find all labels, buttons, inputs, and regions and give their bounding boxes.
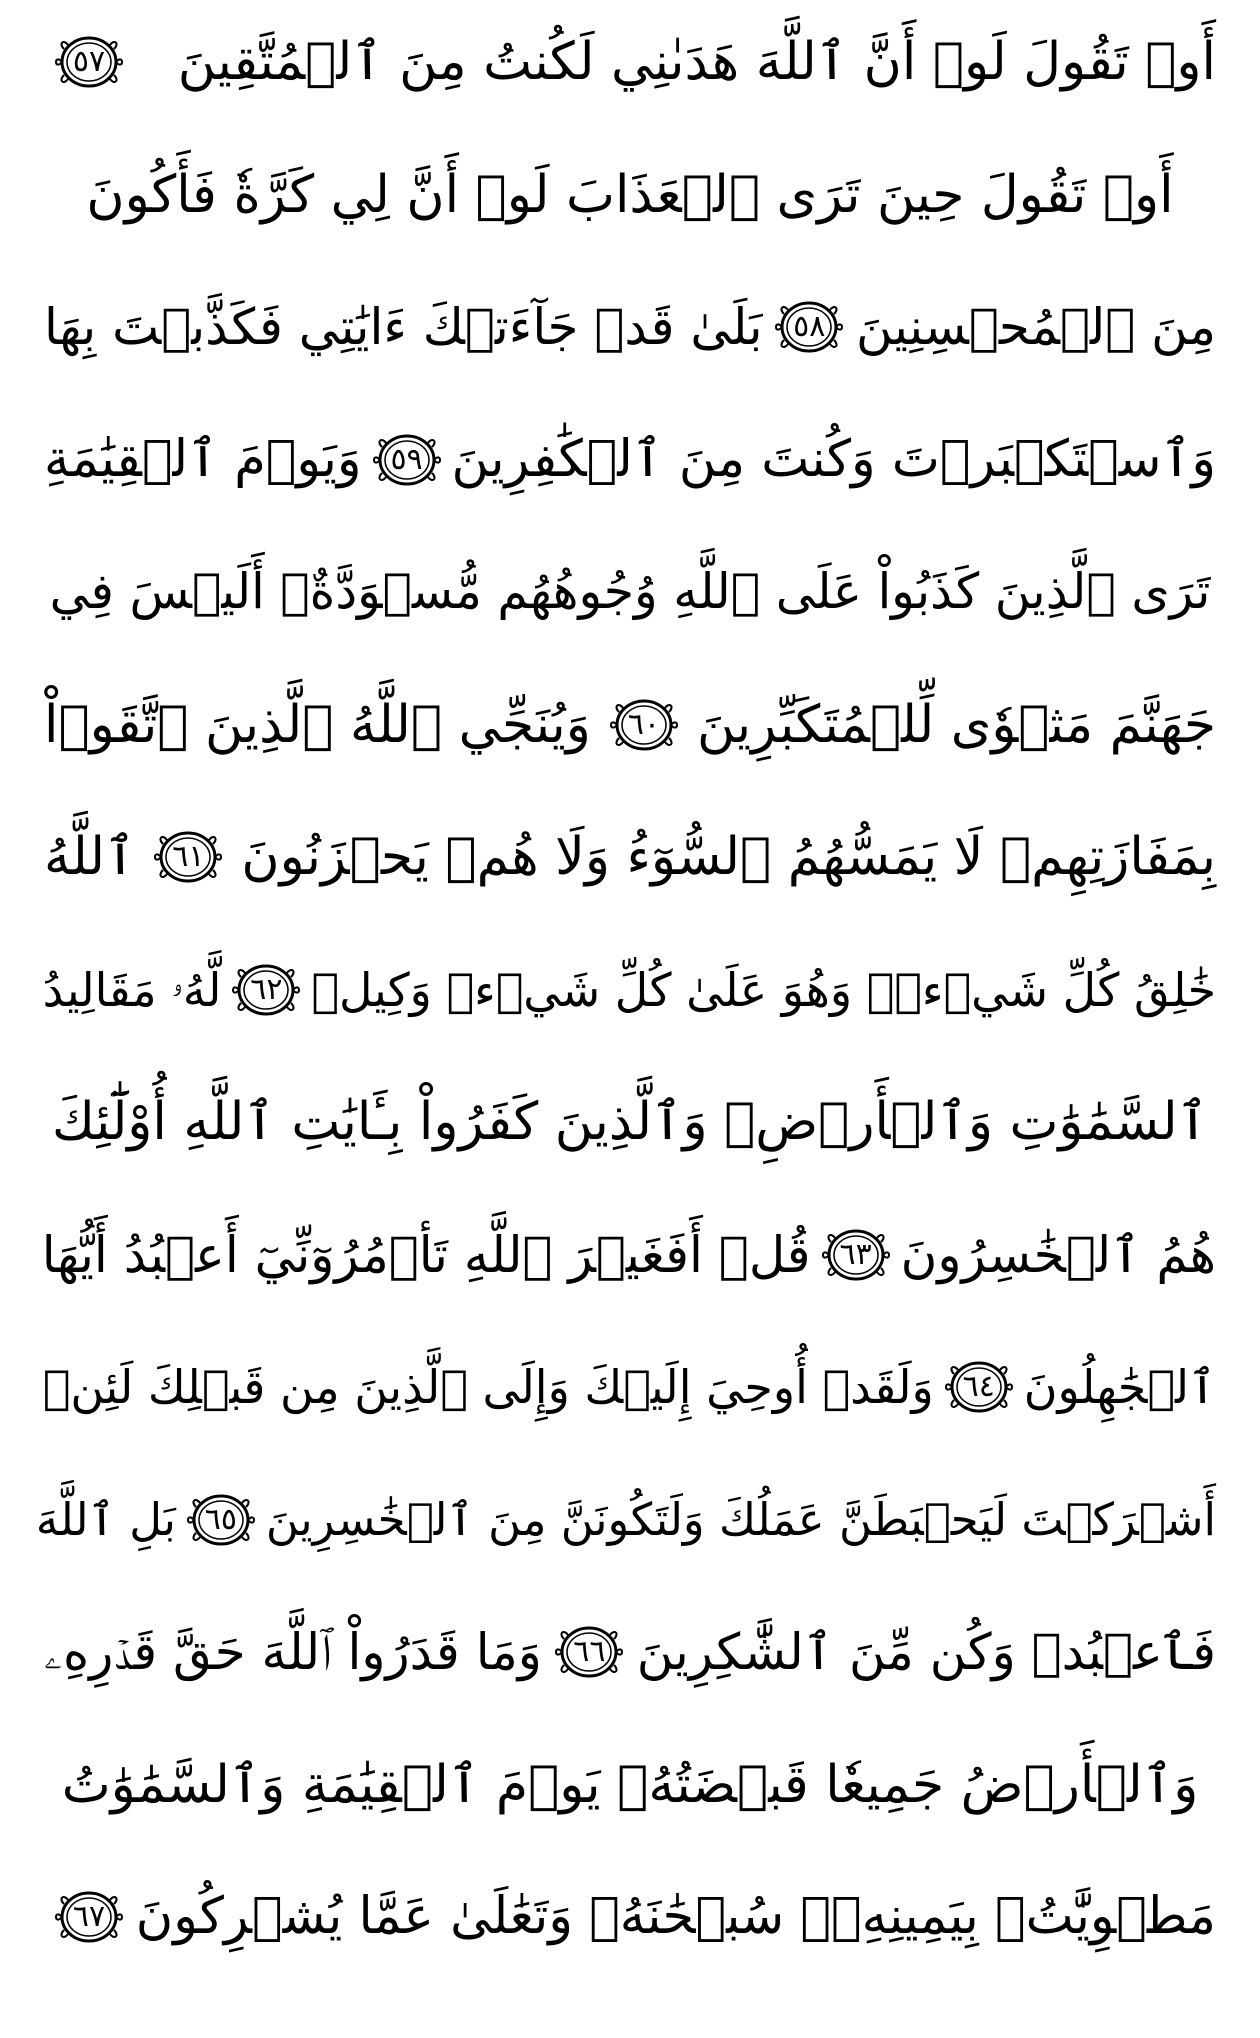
- verse-text: ٱلۡجَٰهِلُونَ: [1023, 1360, 1216, 1414]
- verse-text: هُمُ ٱلۡخَٰسِرُونَ: [900, 1225, 1216, 1284]
- verse-text: وَٱسۡتَكۡبَرۡتَ وَكُنتَ مِنَ ٱلۡكَٰفِرِينَ: [451, 429, 1216, 489]
- verse-number-marker: [817, 1224, 895, 1286]
- verse-text: مِنَ ٱلۡمُحۡسِنِينَ: [855, 298, 1216, 356]
- verse-text: تَرَى ٱلَّذِينَ كَذَبُواْ عَلَى ٱللَّهِ وُجُوهُهُم مُّسۡوَدَّةٌۚ أَلَيۡسَ فِي: [49, 563, 1211, 620]
- verse-text: أَوۡ تَقُولَ حِينَ تَرَى ٱلۡعَذَابَ لَوۡ أَنَّ لِي كَرَّةٗ فَأَكُونَ: [86, 164, 1174, 225]
- verse-number-marker: [368, 429, 446, 491]
- text-line: [44, 1729, 1216, 1841]
- verse-number-marker: [770, 296, 848, 358]
- text-line: [44, 801, 1216, 913]
- verse-number-marker: [182, 1489, 260, 1551]
- verse-number: ٥٨: [793, 309, 826, 344]
- verse-text: بَلَىٰ قَدۡ جَآءَتۡكَ ءَايَٰتِي فَكَذَّبۡتَ بِهَا: [44, 298, 763, 356]
- verse-text: خَٰلِقُ كُلِّ شَيۡءٖۖ وَهُوَ عَلَىٰ كُلِّ شَيۡءٖ وَكِيلٞ: [311, 962, 1216, 1017]
- text-line: [44, 934, 1216, 1046]
- verse-text: وَيَوۡمَ ٱلۡقِيَٰمَةِ: [43, 429, 362, 489]
- verse-number-marker: [605, 694, 683, 756]
- verse-number-marker: [50, 31, 128, 93]
- verse-number: ٦٦: [573, 1634, 606, 1669]
- text-line: [44, 139, 1216, 251]
- text-line: [35, 1464, 1216, 1576]
- verse-number: ٦١: [172, 839, 205, 874]
- text-line: [44, 1596, 1216, 1708]
- text-line: [44, 6, 1216, 118]
- verse-number-marker: [149, 826, 227, 888]
- verse-text: جَهَنَّمَ مَثۡوٗى لِّلۡمُتَكَبِّرِينَ: [697, 694, 1216, 755]
- verse-number-marker: [227, 959, 305, 1021]
- verse-text: فَٱعۡبُدۡ وَكُن مِّنَ ٱلشَّٰكِرِينَ: [636, 1623, 1216, 1681]
- text-line: [44, 1331, 1216, 1443]
- verse-number: ٦٥: [204, 1501, 238, 1537]
- verse-text: وَيُنَجِّي ٱللَّهُ ٱلَّذِينَ ٱتَّقَوۡاْ: [44, 694, 591, 755]
- verse-text: ٱللَّهُ: [44, 827, 136, 887]
- text-line: [44, 669, 1216, 781]
- text-line: [41, 1199, 1216, 1311]
- verse-number-marker: [50, 1886, 128, 1948]
- verse-number: ٦٢: [250, 971, 283, 1007]
- verse-text: أَشۡرَكۡتَ لَيَحۡبَطَنَّ عَمَلُكَ وَلَتَكُونَنَّ مِنَ ٱلۡخَٰسِرِينَ: [265, 1492, 1216, 1546]
- verse-text: بَلِ ٱللَّهَ: [35, 1492, 176, 1546]
- text-line: [44, 271, 1216, 383]
- verse-text: وَلَقَدۡ أُوحِيَ إِلَيۡكَ وَإِلَى ٱلَّذِينَ مِن قَبۡلِكَ لَئِنۡ: [42, 1360, 934, 1414]
- verse-text: قُلۡ أَفَغَيۡرَ ٱللَّهِ تَأۡمُرُوٓنِّيٓ أَعۡبُدُ أَيُّهَا: [41, 1225, 811, 1284]
- verse-number: ٦٠: [627, 706, 661, 742]
- verse-text: أَوۡ تَقُولَ لَوۡ أَنَّ ٱللَّهَ هَدَىٰنِي لَكُنتُ مِنَ ٱلۡمُتَّقِينَ: [177, 32, 1216, 92]
- verse-number: ٥٩: [390, 441, 423, 477]
- verse-number: ٥٧: [72, 44, 106, 79]
- text-line: [44, 1861, 1216, 1973]
- text-line: [44, 404, 1216, 516]
- verse-number: ٦٧: [72, 1899, 106, 1934]
- verse-text: بِمَفَازَتِهِمۡ لَا يَمَسُّهُمُ ٱلسُّوٓءُ وَلَا هُمۡ يَحۡزَنُونَ: [241, 827, 1216, 887]
- verse-number: ٦٣: [839, 1236, 872, 1272]
- text-line: [44, 536, 1216, 648]
- verse-text: مَطۡوِيَّٰتُۢ بِيَمِينِهِۦۚ سُبۡحَٰنَهُۥ وَتَعَٰلَىٰ عَمَّا يُشۡرِكُونَ: [135, 1887, 1216, 1946]
- verse-text: وَٱلۡأَرۡضُ جَمِيعٗا قَبۡضَتُهُۥ يَوۡمَ ٱلۡقِيَٰمَةِ وَٱلسَّمَٰوَٰتُ: [61, 1754, 1199, 1815]
- verse-number-marker: [550, 1621, 628, 1683]
- verse-text: ٱلسَّمَٰوَٰتِ وَٱلۡأَرۡضِۗ وَٱلَّذِينَ كَفَرُواْ بِـَٔايَٰتِ ٱللَّهِ أُوْلَٰٓئِكَ: [51, 1092, 1209, 1152]
- text-line: [44, 1066, 1216, 1178]
- verse-number-marker: [940, 1356, 1018, 1418]
- verse-text: لَّهُۥ مَقَالِيدُ: [42, 962, 222, 1017]
- verse-text: وَمَا قَدَرُواْ ٱللَّهَ حَقَّ قَدۡرِهِۦ: [44, 1623, 542, 1681]
- verse-number: ٦٤: [962, 1369, 995, 1404]
